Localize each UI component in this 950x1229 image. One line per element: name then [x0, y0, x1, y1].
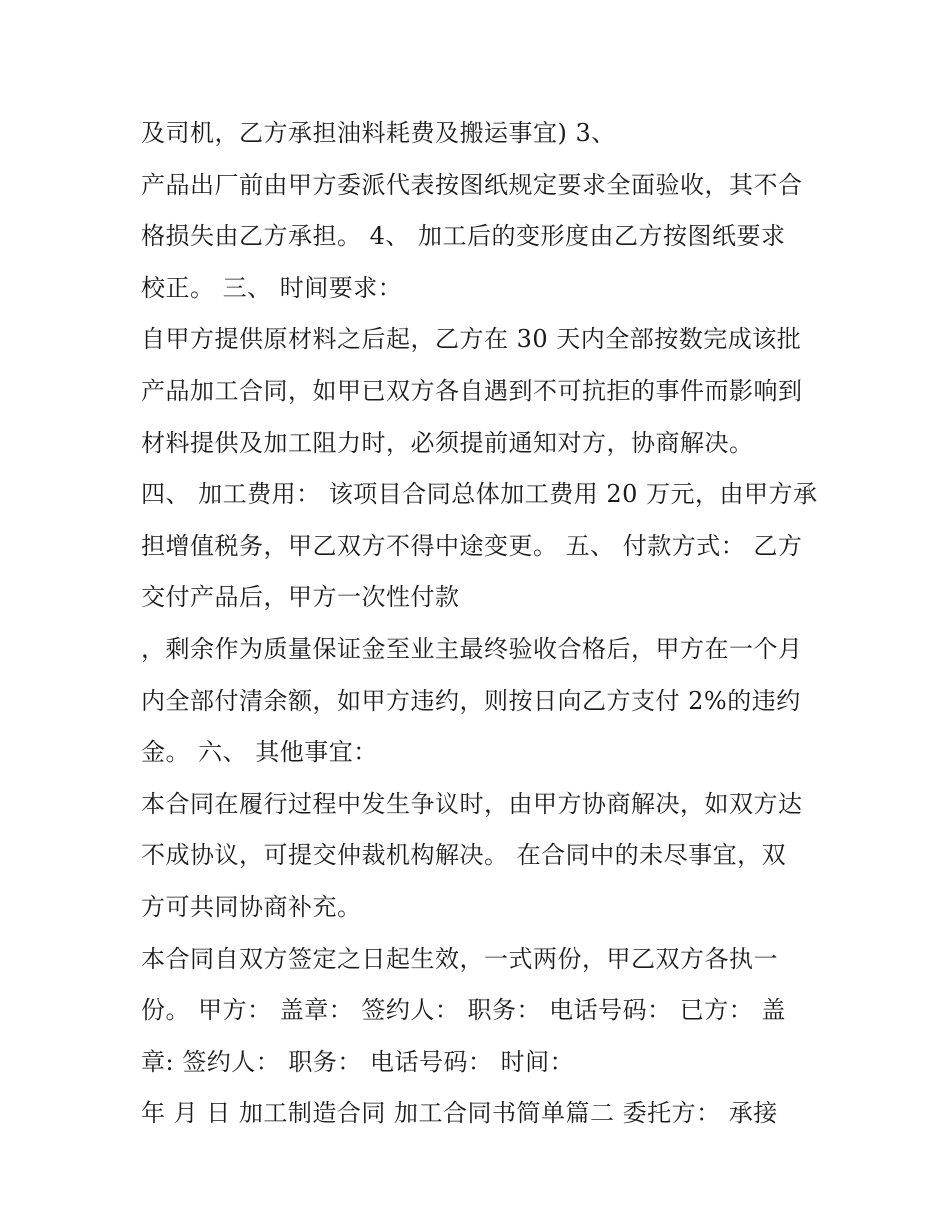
text-line: 交付产品后，甲方一次性付款 [141, 583, 460, 612]
text-line: ，剩余作为质量保证金至业主最终验收合格后，甲方在一个月 [141, 634, 803, 663]
text-line: 材料提供及加工阻力时，必须提前通知对方，协商解决。 [141, 428, 754, 457]
text-line: 不成协议，可提交仲裁机构解决。 在合同中的未尽事宜，双 [141, 841, 787, 870]
text-line: 担增值税务，甲乙双方不得中途变更。 五、 付款方式： 乙方 [141, 531, 803, 560]
text-line: 产品出厂前由甲方委派代表按图纸规定要求全面验收，其不合 [141, 170, 803, 199]
text-line: 本合同自双方签定之日起生效，一式两份，甲乙双方各执一 [141, 944, 778, 973]
text-line: 内全部付清余额，如甲方违约，则按日向乙方支付 2%的违约 [141, 686, 801, 715]
document-body [141, 108, 831, 1140]
text-line: 产品加工合同，如甲已双方各自遇到不可抗拒的事件而影响到 [141, 376, 803, 405]
text-line: 年 月 日 加工制造合同 加工合同书简单篇二 委托方： 承接 [141, 1099, 778, 1128]
text-line: 四、 加工费用： 该项目合同总体加工费用 20 万元，由甲方承 [141, 480, 818, 509]
text-line: 自甲方提供原材料之后起，乙方在 30 天内全部按数完成该批 [141, 325, 802, 354]
text-line: 本合同在履行过程中发生争议时，由甲方协商解决，如双方达 [141, 789, 803, 818]
text-line: 格损失由乙方承担。 4、 加工后的变形度由乙方按图纸要求 [141, 222, 786, 251]
text-line: 份。 甲方： 盖章： 签约人： 职务： 电话号码： 已方： 盖 [141, 996, 786, 1025]
text-line: 金。 六、 其他事宜： [141, 738, 378, 767]
text-line: 校正。 三、 时间要求： [141, 273, 403, 302]
text-line: 方可共同协商补充。 [141, 892, 362, 921]
text-line: 及司机，乙方承担油料耗费及搬运事宜) 3、 [141, 119, 616, 147]
text-line: 章: 签约人： 职务： 电话号码： 时间： [141, 1047, 575, 1076]
